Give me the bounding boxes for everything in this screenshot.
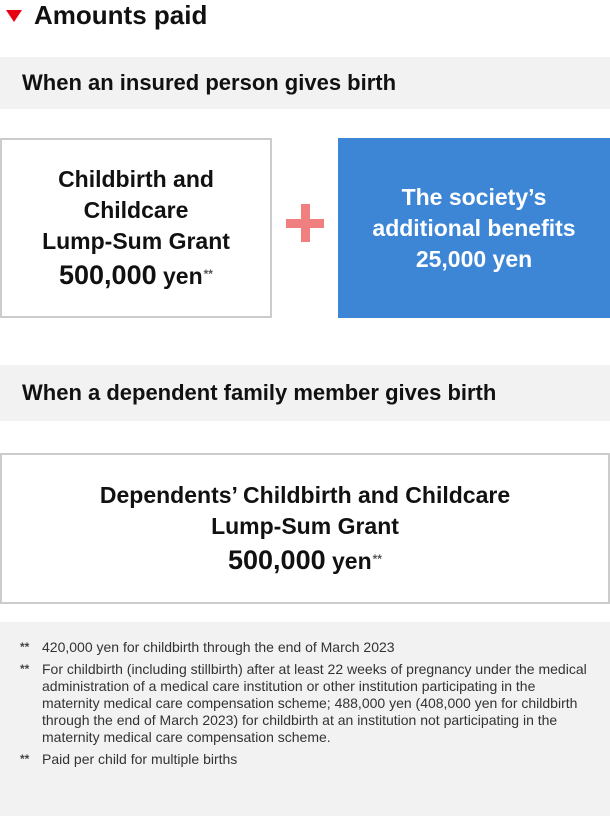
footnote-text: For childbirth (including stillbirth) after at least 22 weeks of pregnancy under the medical administration of a medical care institution or other institution participating in the maternity medical care compensation scheme; 488,000 yen (408,000 yen for childbirth through the end of March 2023) for childbirth at an institution not participating in the maternity medical care compensation scheme. bbox=[42, 661, 587, 745]
insured-band: When an insured person gives birth bbox=[0, 57, 610, 109]
dependent-band: When a dependent family member gives birth bbox=[0, 365, 610, 421]
insured-grant-box bbox=[0, 138, 272, 318]
dependent-grant-line-1: Dependents’ Childbirth and Childcare bbox=[99, 481, 511, 508]
dependent-grant-box bbox=[0, 453, 610, 604]
footnote-mark: ** bbox=[20, 640, 30, 654]
benefit-line-1: The society’s bbox=[401, 183, 547, 210]
footnote-mark: ** bbox=[20, 662, 30, 676]
footnotes bbox=[0, 622, 610, 816]
dependent-grant-amount bbox=[228, 542, 382, 578]
heading-title: Amounts paid bbox=[34, 0, 208, 30]
grant-amount-unit: yen bbox=[156, 262, 203, 289]
footnote-item bbox=[20, 661, 590, 746]
grant-amount-value: 500,000 bbox=[59, 259, 157, 290]
footnote-item bbox=[20, 639, 590, 656]
grant-line-1: Childbirth and bbox=[58, 165, 214, 192]
grant-line-2: Childcare bbox=[83, 196, 189, 223]
grant-line-3: Lump-Sum Grant bbox=[42, 227, 230, 254]
benefit-line-3: 25,000 yen bbox=[415, 245, 533, 272]
dependent-amount-value: 500,000 bbox=[228, 544, 326, 575]
footnote-item bbox=[20, 751, 590, 768]
dependent-footnote-mark: ** bbox=[372, 551, 382, 566]
grant-footnote-mark: ** bbox=[203, 266, 213, 281]
footnote-text: 420,000 yen for childbirth through the end of March 2023 bbox=[42, 639, 395, 655]
dependent-amount-unit: yen bbox=[325, 547, 372, 574]
plus-icon bbox=[286, 204, 324, 242]
dependent-grant-line-2: Lump-Sum Grant bbox=[211, 512, 399, 539]
section-heading bbox=[6, 0, 207, 30]
additional-benefits-box bbox=[338, 138, 610, 318]
footnote-mark: ** bbox=[20, 752, 30, 766]
benefit-line-2: additional benefits bbox=[372, 214, 576, 241]
footnote-text: Paid per child for multiple births bbox=[42, 751, 238, 767]
triangle-down-icon bbox=[6, 10, 22, 22]
grant-amount bbox=[59, 257, 213, 293]
